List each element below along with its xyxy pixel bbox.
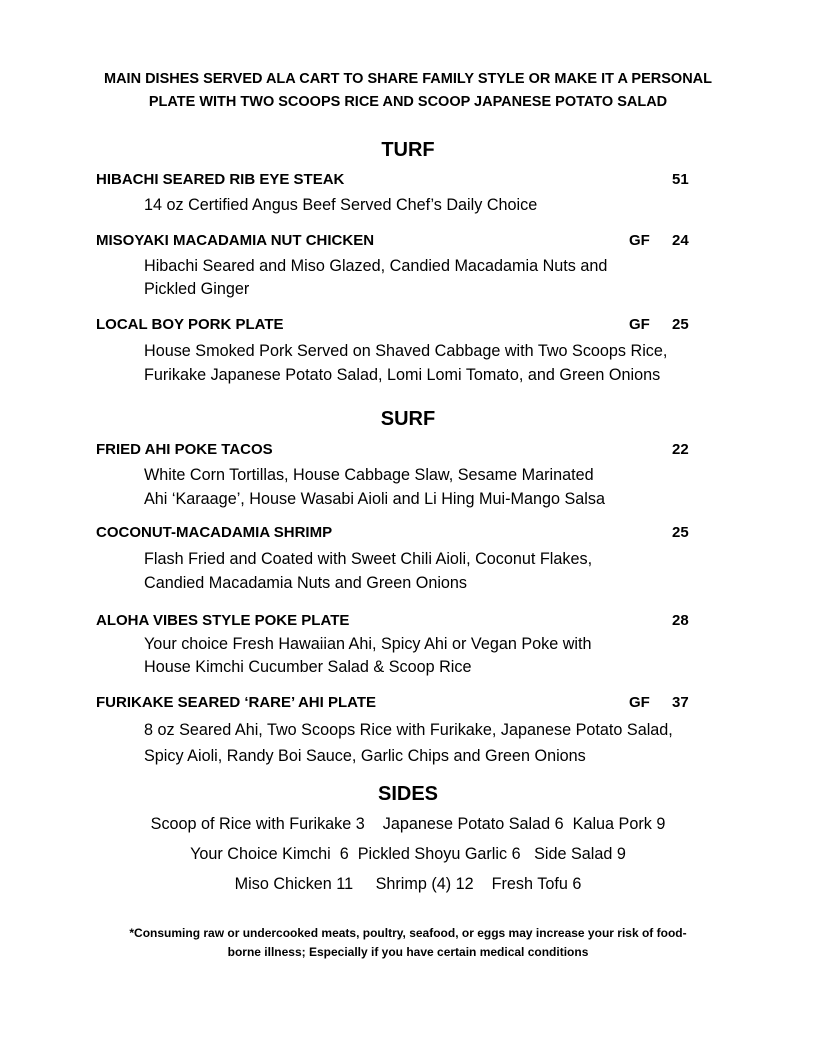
dish-description: Your choice Fresh Hawaiian Ahi, Spicy Ahi or Vegan Poke with (144, 635, 592, 653)
intro-line-2: PLATE WITH TWO SCOOPS RICE AND SCOOP JAPANESE POTATO SALAD (148, 94, 668, 110)
dish-name: MISOYAKI MACADAMIA NUT CHICKEN (96, 232, 375, 249)
dish-description: 14 oz Certified Angus Beef Served Chef’s Daily Choice (144, 196, 538, 214)
dish-price: 28 (672, 612, 689, 629)
dish-item (96, 230, 696, 300)
dish-price: 25 (672, 524, 689, 541)
dish-description: Ahi ‘Karaage’, House Wasabi Aioli and Li Hing Mui-Mango Salsa (144, 489, 605, 508)
sides-line: Your Choice Kimchi 6 Pickled Shoyu Garlic 6 Side Salad 9 (190, 845, 626, 863)
dish-description: Hibachi Seared and Miso Glazed, Candied Macadamia Nuts and (144, 257, 608, 275)
dish-description: White Corn Tortillas, House Cabbage Slaw, Sesame Marinated (144, 466, 594, 484)
dish-name: COCONUT-MACADAMIA SHRIMP (96, 524, 333, 541)
dish-item (96, 522, 696, 595)
section-title-sides: SIDES (377, 783, 439, 805)
dish-description: Spicy Aioli, Randy Boi Sauce, Garlic Chips and Green Onions (144, 747, 586, 765)
dish-item (96, 314, 696, 387)
dish-price: 24 (672, 232, 689, 249)
disclaimer-line-2: borne illness; Especially if you have certain medical conditions (227, 944, 589, 959)
gluten-free-badge: GF (629, 316, 650, 333)
dish-price: 25 (672, 316, 689, 333)
menu-intro (0, 68, 816, 114)
dish-name: FURIKAKE SEARED ‘RARE’ AHI PLATE (96, 694, 377, 711)
sides-line: Scoop of Rice with Furikake 3 Japanese Potato Salad 6 Kalua Pork 9 (150, 815, 666, 833)
dish-description: 8 oz Seared Ahi, Two Scoops Rice with Furikake, Japanese Potato Salad, (144, 721, 673, 739)
dish-description: Candied Macadamia Nuts and Green Onions (144, 574, 468, 592)
dish-item (96, 610, 696, 678)
dish-description: Pickled Ginger (144, 279, 250, 298)
dish-description: Flash Fried and Coated with Sweet Chili Aioli, Coconut Flakes, (144, 550, 593, 568)
gluten-free-badge: GF (629, 232, 650, 249)
section-title-turf: TURF (381, 139, 435, 161)
food-safety-disclaimer (0, 924, 816, 961)
dish-name: ALOHA VIBES STYLE POKE PLATE (96, 612, 350, 629)
dish-name: FRIED AHI POKE TACOS (96, 441, 273, 458)
disclaimer-line-1: *Consuming raw or undercooked meats, poultry, seafood, or eggs may increase your risk of food- (129, 926, 687, 940)
dish-description: House Kimchi Cucumber Salad & Scoop Rice (144, 657, 472, 676)
section-title-surf: SURF (380, 408, 436, 430)
dish-item (96, 439, 696, 511)
dish-item (96, 692, 696, 769)
dish-price: 51 (672, 171, 689, 188)
dish-description: Furikake Japanese Potato Salad, Lomi Lomi Tomato, and Green Onions (144, 366, 661, 384)
sides-line: Miso Chicken 11 Shrimp (4) 12 Fresh Tofu 6 (234, 875, 582, 893)
dish-name: LOCAL BOY PORK PLATE (96, 316, 284, 333)
dish-description: House Smoked Pork Served on Shaved Cabbage with Two Scoops Rice, (144, 342, 668, 360)
dish-name: HIBACHI SEARED RIB EYE STEAK (96, 171, 345, 188)
dish-price: 22 (672, 441, 689, 458)
gluten-free-badge: GF (629, 694, 650, 711)
dish-price: 37 (672, 694, 689, 711)
dish-item (96, 169, 696, 217)
intro-line-1: MAIN DISHES SERVED ALA CART TO SHARE FAMILY STYLE OR MAKE IT A PERSONAL (104, 71, 712, 87)
